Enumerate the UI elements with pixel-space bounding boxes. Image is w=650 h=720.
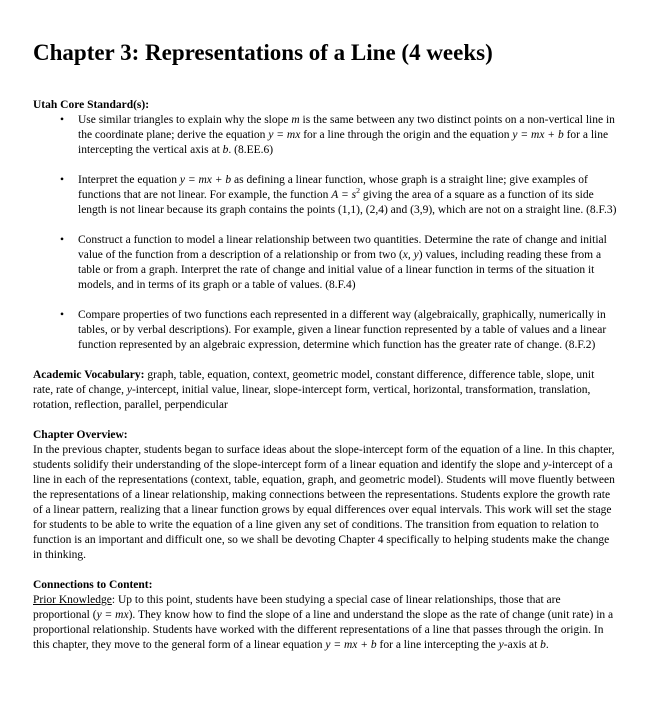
connections-paragraph: Prior Knowledge: Up to this point, students have been studying a special case of linear relationships, those that are proportional (y = mx). They know how to find the slope of a line and understand the slope as the rate of change (unit rate) in a proportional relationship. Students have worked with the different representations of a line that passes through the origin. In this chapter, they move to the general form of a linear equation y = mx + b for a line intercepting the y-axis at b.: [33, 594, 614, 651]
connections-heading: Connections to Content:: [33, 579, 153, 591]
bullet-icon: •: [60, 174, 65, 186]
overview-heading: Chapter Overview:: [33, 429, 128, 441]
standard-text-1: Use similar triangles to explain why the slope m is the same between any two distinct points on a non-vertical line in the coordinate plane; derive the equation y = mx for a line through the origin and the equation y = mx + b for a line intercepting the vertical axis at b. (8.EE.6): [78, 114, 615, 156]
overview-section: [33, 428, 617, 563]
bullet-icon: •: [60, 309, 65, 321]
overview-paragraph: In the previous chapter, students began to surface ideas about the slope-intercept form of the equation of a line. In this chapter, students solidify their understanding of the slope-intercept form of a linear equation and identify the slope and y-intercept of a line in each of the representations (context, table, equation, graph, and geometric model). Students will move fluently between the representations of a linear relationship, making connections between the representations. Students explore the growth rate of a linear pattern, realizing that a linear function grows by equal differences over equal intervals. This work will set the stage for students to be able to write the equation of a line given any set of conditions. The transition from equation to relation to function is an important and difficult one, so we shall be devoting Chapter 4 specifically to helping students make the change in thinking.: [33, 444, 615, 561]
standard-text-4: Compare properties of two functions each represented in a different way (algebraically, graphically, numerically in tables, or by verbal descriptions). For example, given a linear function represented by a table of values and a linear function represented by an algebraic expression, determine which function has the greater rate of change. (8.F.2): [78, 309, 607, 351]
academic-vocabulary-paragraph: Academic Vocabulary: graph, table, equation, context, geometric model, constant difference, difference table, slope, unit rate, rate of change, y-intercept, initial value, linear, slope-intercept form, vertical, horizontal, transformation, translation, rotation, reflection, parallel, perpendicular: [33, 369, 595, 411]
standard-text-2: Interpret the equation y = mx + b as defining a linear function, whose graph is a straight line; give examples of functions that are not linear. For example, the function $A = s^2$ giving the area of a square as a function of its side length is not linear because its graph contains the points (1,1), (2,4) and (3,9), which are not on a straight line. (8.F.3): [78, 174, 617, 216]
bullet-icon: •: [60, 114, 65, 126]
connections-section: [33, 578, 617, 653]
standards-heading: Utah Core Standard(s):: [33, 99, 150, 111]
standard-item-1: [33, 113, 617, 158]
standard-item-2: [33, 173, 617, 218]
standard-text-3: Construct a function to model a linear relationship between two quantities. Determine the rate of change and initial value of the function from a description of a relationship or from two (x, y) values, including reading these from a table or from a graph. Interpret the rate of change and initial value of a linear function in terms of the situation it models, and in terms of its graph or a table of values. (8.F.4): [78, 234, 607, 291]
standards-list: [33, 113, 617, 353]
standard-item-3: [33, 233, 617, 293]
page-title: Chapter 3: Representations of a Line (4 weeks): [33, 40, 493, 65]
bullet-icon: •: [60, 234, 65, 246]
standards-section: [33, 98, 617, 353]
standard-item-4: [33, 308, 617, 353]
